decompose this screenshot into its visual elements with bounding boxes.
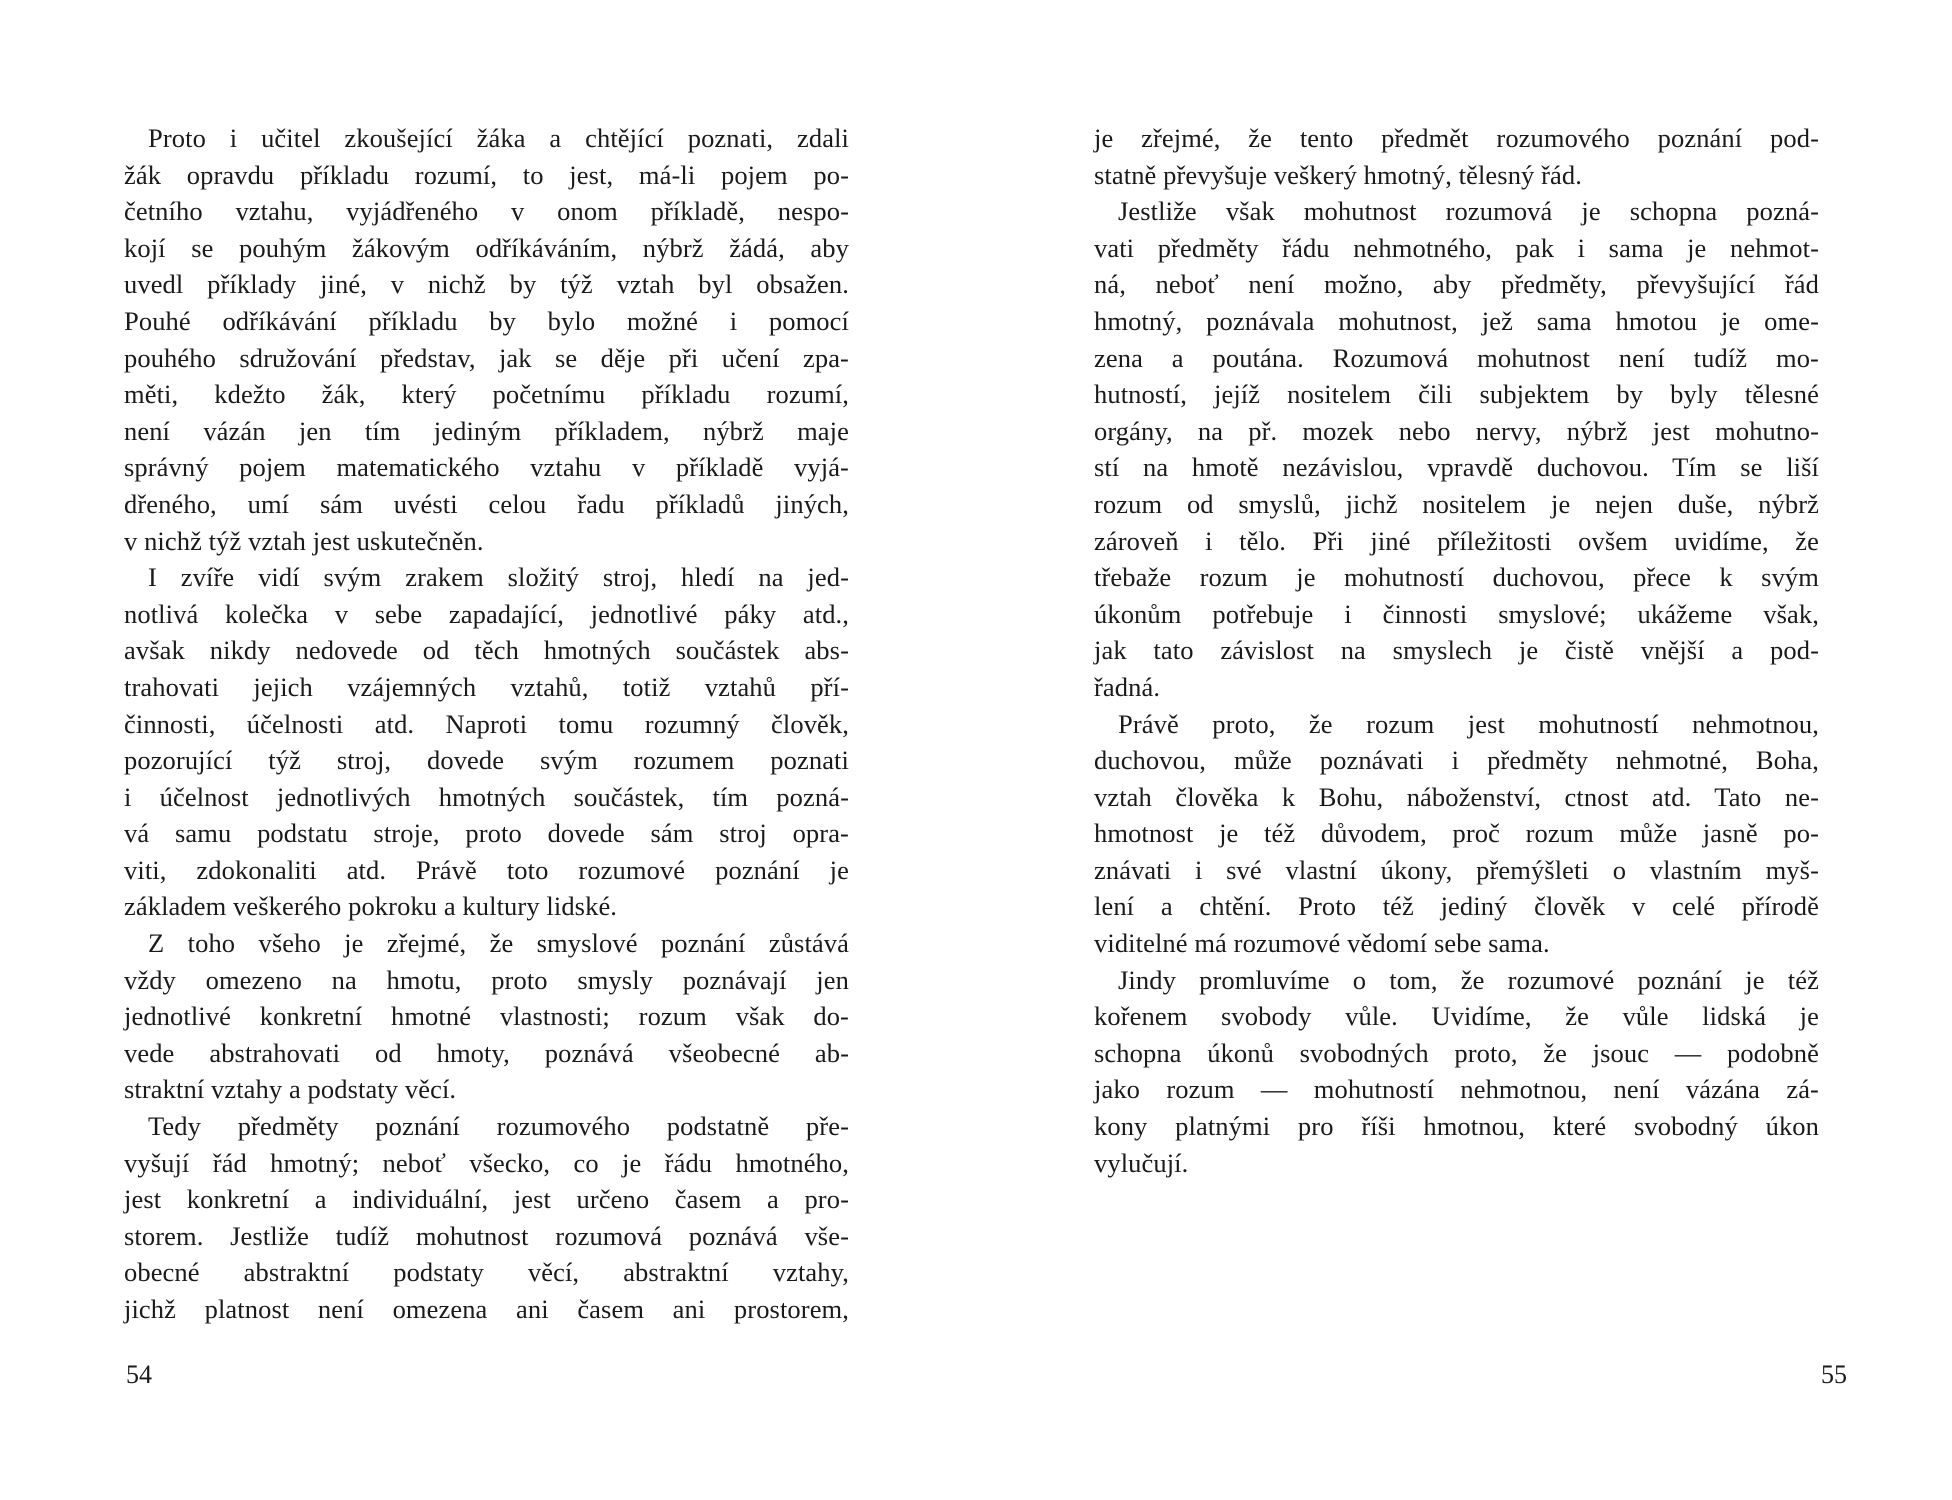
text-line: Jestliže však mohutnost rozumová je schopna pozná- — [1118, 196, 1819, 227]
text-line: Tedy předměty poznání rozumového podstatně pře- — [148, 1111, 849, 1142]
text-line: základem veškerého pokroku a kultury lidské. — [124, 891, 618, 922]
text-line: dřeného, umí sám uvésti celou řadu příkladů jiných, — [124, 488, 849, 519]
text-line: Právě proto, že rozum jest mohutností nehmotnou, — [1118, 708, 1819, 739]
text-line: schopna úkonů svobodných proto, že jsouc — podobně — [1094, 1037, 1819, 1068]
text-line: orgány, na př. mozek nebo nervy, nýbrž jest mohutno- — [1094, 415, 1819, 446]
text-line: správný pojem matematického vztahu v příkladě vyjá- — [124, 452, 849, 483]
text-line: jak tato závislost na smyslech je čistě vnější a pod- — [1094, 635, 1819, 666]
right-page-text — [1094, 120, 1819, 1181]
text-line: znávati i své vlastní úkony, přemýšleti o vlastním myš- — [1094, 854, 1819, 885]
text-line: jichž platnost není omezena ani časem ani prostorem, — [124, 1294, 849, 1324]
text-line: měti, kdežto žák, který početnímu příkladu rozumí, — [124, 379, 849, 410]
text-line: I zvíře vidí svým zrakem složitý stroj, hledí na jed- — [148, 562, 849, 593]
text-line: řadná. — [1094, 671, 1161, 702]
text-line: storem. Jestliže tudíž mohutnost rozumová poznává vše- — [124, 1220, 849, 1251]
text-line: notlivá kolečka v sebe zapadající, jednotlivé páky atd., — [124, 598, 849, 629]
text-line: viti, zdokonaliti atd. Právě toto rozumové poznání je — [124, 854, 849, 885]
text-line: vztah člověka k Bohu, náboženství, ctnost atd. Tato ne- — [1094, 781, 1819, 812]
text-line: stí na hmotě nezávislou, vpravdě duchovou. Tím se liší — [1094, 452, 1819, 483]
text-line: není vázán jen tím jediným příkladem, nýbrž maje — [124, 415, 849, 446]
text-line: i účelnost jednotlivých hmotných součástek, tím pozná- — [124, 781, 849, 812]
text-line: Z toho všeho je zřejmé, že smyslové poznání zůstává — [148, 928, 849, 959]
text-line: uvedl příklady jiné, v nichž by týž vztah byl obsažen. — [124, 269, 849, 300]
right-page-number: 55 — [1821, 1360, 1847, 1389]
text-line: rozum od smyslů, jichž nositelem je nejen duše, nýbrž — [1094, 488, 1819, 519]
text-line: třebaže rozum je mohutností duchovou, přece k svým — [1094, 562, 1819, 593]
text-line: trahovati jejich vzájemných vztahů, totiž vztahů pří- — [124, 671, 849, 702]
text-line: Proto i učitel zkoušející žáka a chtějící poznati, zdali — [148, 123, 849, 153]
left-page-number: 54 — [126, 1360, 152, 1389]
left-page-text — [124, 120, 849, 1328]
text-line: Jindy promluvíme o tom, že rozumové poznání je též — [1118, 964, 1819, 995]
text-line: v nichž týž vztah jest uskutečněn. — [124, 525, 484, 556]
text-line: činnosti, účelnosti atd. Naproti tomu rozumný člověk, — [124, 708, 849, 739]
text-line: obecné abstraktní podstaty věcí, abstraktní vztahy, — [124, 1257, 849, 1288]
text-line: pozorující týž stroj, dovede svým rozumem poznati — [124, 745, 849, 776]
text-line: hutností, jejíž nositelem čili subjektem by byly tělesné — [1094, 379, 1819, 410]
text-line: jako rozum — mohutností nehmotnou, není vázána zá- — [1094, 1074, 1819, 1105]
text-line: vá samu podstatu stroje, proto dovede sám stroj opra- — [124, 818, 849, 849]
text-line: duchovou, může poznávati i předměty nehmotné, Boha, — [1094, 745, 1819, 776]
text-line: kojí se pouhým žákovým odříkáváním, nýbrž žádá, aby — [124, 232, 849, 263]
text-line: avšak nikdy nedovede od těch hmotných součástek abs- — [124, 635, 849, 666]
text-line: ná, neboť není možno, aby předměty, převyšující řád — [1094, 269, 1819, 300]
text-line: pouhého sdružování představ, jak se děje při učení zpa- — [124, 342, 849, 373]
text-line: četního vztahu, vyjádřeného v onom příkladě, nespo- — [124, 196, 849, 227]
text-line: statně převyšuje veškerý hmotný, tělesný řád. — [1094, 159, 1582, 190]
text-line: vede abstrahovati od hmoty, poznává všeobecné ab- — [124, 1037, 849, 1068]
text-line: úkonům potřebuje i činnosti smyslové; ukážeme však, — [1094, 598, 1819, 629]
text-line: vati předměty řádu nehmotného, pak i sama je nehmot- — [1094, 232, 1819, 263]
text-line: hmotnost je též důvodem, proč rozum může jasně po- — [1094, 818, 1819, 849]
text-line: je zřejmé, že tento předmět rozumového poznání pod- — [1094, 123, 1819, 153]
text-line: žák opravdu příkladu rozumí, to jest, má-li pojem po- — [124, 159, 849, 190]
text-line: kořenem svobody vůle. Uvidíme, že vůle lidská je — [1094, 1001, 1819, 1032]
right-page — [976, 0, 1952, 1500]
text-line: vylučují. — [1094, 1147, 1189, 1178]
text-line: kony platnými pro říši hmotnou, které svobodný úkon — [1094, 1111, 1819, 1142]
text-line: viditelné má rozumové vědomí sebe sama. — [1094, 928, 1550, 959]
text-line: hmotný, poznávala mohutnost, jež sama hmotou je ome- — [1094, 305, 1819, 336]
text-line: Pouhé odříkávání příkladu by bylo možné i pomocí — [124, 305, 849, 336]
text-line: zároveň i tělo. Při jiné příležitosti ovšem uvidíme, že — [1094, 525, 1819, 556]
text-line: lení a chtění. Proto též jediný člověk v celé přírodě — [1094, 891, 1819, 922]
text-line: straktní vztahy a podstaty věcí. — [124, 1074, 457, 1105]
text-line: jest konkretní a individuální, jest určeno časem a pro- — [124, 1184, 849, 1215]
text-line: vždy omezeno na hmotu, proto smysly poznávají jen — [124, 964, 849, 995]
text-line: zena a poutána. Rozumová mohutnost není tudíž mo- — [1094, 342, 1819, 373]
text-line: vyšují řád hmotný; neboť všecko, co je řádu hmotného, — [124, 1147, 849, 1178]
text-line: jednotlivé konkretní hmotné vlastnosti; rozum však do- — [124, 1001, 849, 1032]
